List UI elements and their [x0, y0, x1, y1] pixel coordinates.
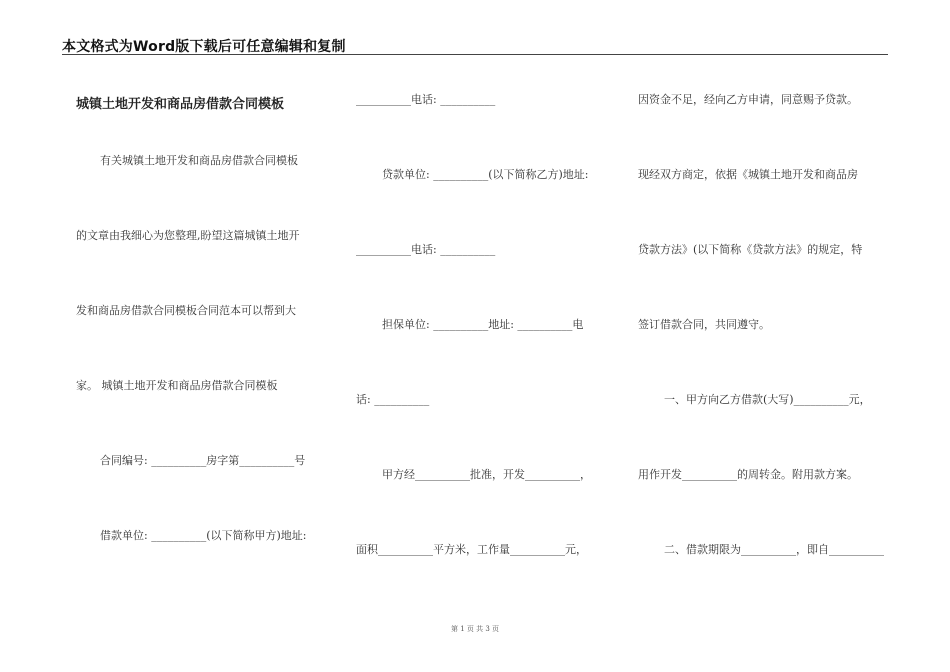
paragraph-line: __________电话: __________ — [356, 243, 496, 256]
paragraph-line: 借款单位: __________(以下简称甲方)地址: — [100, 529, 307, 542]
paragraph-line: 甲方经__________批准，开发__________， — [382, 468, 591, 481]
paragraph-line: 二、借款期限为__________，即自__________ — [664, 543, 884, 556]
paragraph-line: 发和商品房借款合同模板合同范本可以帮到大 — [76, 304, 296, 317]
header-text: 本文格式为Word版下载后可任意编辑和复制 — [62, 39, 346, 55]
paragraph-line: 签订借款合同，共同遵守。 — [638, 318, 770, 331]
paragraph-line: 用作开发__________的周转金。附用款方案。 — [638, 468, 858, 481]
document-title: 城镇土地开发和商品房借款合同模板 — [76, 97, 285, 112]
paragraph-line: 一、甲方向乙方借款(大写)__________元， — [664, 393, 871, 406]
paragraph-line: __________电话: __________ — [356, 93, 496, 106]
paragraph-line: 贷款单位: __________(以下简称乙方)地址: — [382, 168, 589, 181]
paragraph-line: 因资金不足，经向乙方申请，同意赐予贷款。 — [638, 93, 858, 106]
paragraph-line: 现经双方商定，依据《城镇土地开发和商品房 — [638, 168, 858, 181]
paragraph-line: 担保单位: __________地址: __________电 — [382, 318, 584, 331]
paragraph-line: 贷款方法》(以下简称《贷款方法》的规定，特 — [638, 243, 863, 256]
paragraph-line: 的文章由我细心为您整理,盼望这篇城镇土地开 — [76, 229, 300, 242]
paragraph-line: 面积__________平方米，工作量__________元， — [356, 543, 587, 556]
paragraph-line: 话: __________ — [356, 393, 430, 406]
paragraph-line: 合同编号: __________房字第__________号 — [100, 454, 306, 467]
page-number: 第 1 页 共 3 页 — [450, 625, 500, 633]
text-column-2 — [356, 0, 606, 620]
text-column-1 — [76, 0, 324, 620]
text-column-3 — [638, 0, 888, 620]
paragraph-line: 家。 城镇土地开发和商品房借款合同模板 — [76, 379, 278, 392]
paragraph-line: 有关城镇土地开发和商品房借款合同模板 — [100, 154, 298, 167]
